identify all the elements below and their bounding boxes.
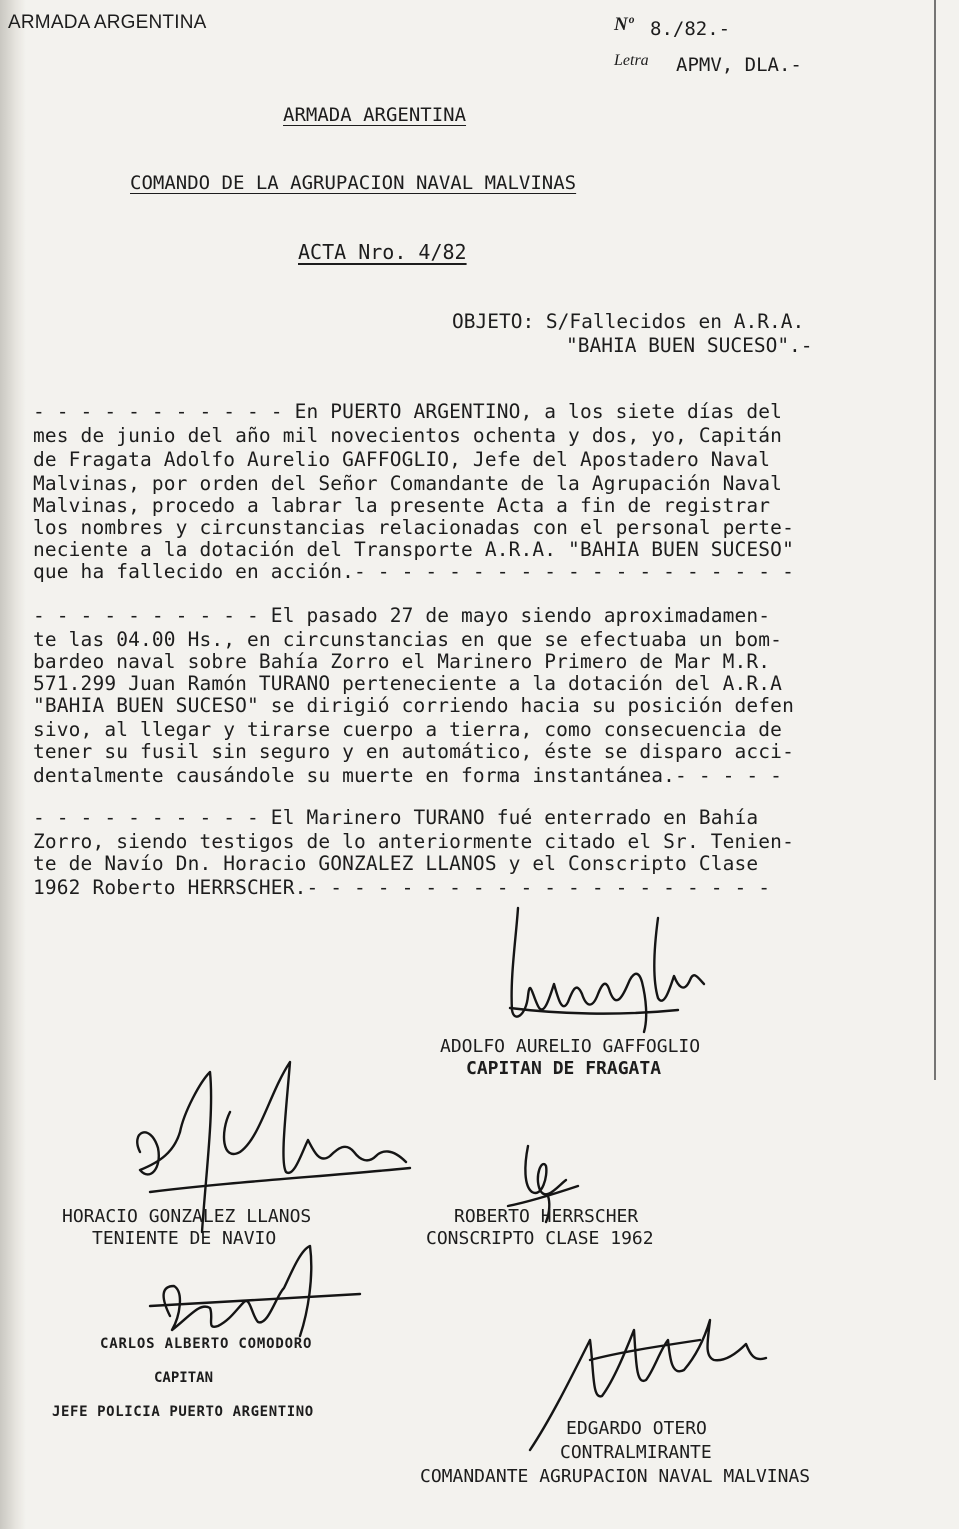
paragraph-line: te de Navío Dn. Horacio GONZALEZ LLANOS y el Conscripto Clase xyxy=(33,852,759,875)
paragraph-line: 571.299 Juan Ramón TURANO perteneciente a la dotación del A.R.A xyxy=(33,672,783,695)
paragraph-line: "BAHIA BUEN SUCESO" se dirigió corriendo hacia su posición defen xyxy=(33,694,794,717)
document-number: 8./82.- xyxy=(650,18,731,40)
paragraph-line: que ha fallecido en acción.- - - - - - - - - - - - - - - - - - - xyxy=(33,560,794,583)
gaffoglio-rank: CAPITAN DE FRAGATA xyxy=(466,1058,662,1079)
paragraph-line: de Fragata Adolfo Aurelio GAFFOGLIO, Jefe del Apostadero Naval xyxy=(33,448,771,471)
paragraph-line: mes de junio del año mil novecientos ochenta y dos, yo, Capitán xyxy=(33,424,783,447)
herrscher-rank: CONSCRIPTO CLASE 1962 xyxy=(426,1228,654,1249)
otero-position: COMANDANTE AGRUPACION NAVAL MALVINAS xyxy=(420,1466,811,1487)
comodoro-name: CARLOS ALBERTO COMODORO xyxy=(100,1336,313,1352)
paragraph-line: los nombres y circunstancias relacionadas con el personal perte- xyxy=(33,516,794,539)
heading-armada: ARMADA ARGENTINA xyxy=(283,104,467,126)
heading-comando: COMANDO DE LA AGRUPACION NAVAL MALVINAS xyxy=(130,172,577,194)
otero-name: EDGARDO OTERO xyxy=(566,1418,707,1439)
acta-title: ACTA Nro. 4/82 xyxy=(298,240,467,264)
paragraph-line: - - - - - - - - - - El pasado 27 de mayo siendo aproximadamen- xyxy=(33,604,771,627)
herrscher-name: ROBERTO HERRSCHER xyxy=(454,1206,639,1227)
paragraph-line: 1962 Roberto HERRSCHER.- - - - - - - - - - - - - - - - - - - - xyxy=(33,876,771,899)
signature-comodoro xyxy=(140,1236,370,1346)
paragraph-line: bardeo naval sobre Bahía Zorro el Marinero Primero de Mar M.R. xyxy=(33,650,771,673)
gonzalez-rank: TENIENTE DE NAVIO xyxy=(92,1228,277,1249)
paragraph-line: sivo, al llegar y tirarse cuerpo a tierra, como consecuencia de xyxy=(33,718,783,741)
gonzalez-name: HORACIO GONZALEZ LLANOS xyxy=(62,1206,312,1227)
otero-rank: CONTRALMIRANTE xyxy=(560,1442,712,1463)
paragraph-line: Malvinas, por orden del Señor Comandante de la Agrupación Naval xyxy=(33,472,783,495)
paragraph-line: Malvinas, procedo a labrar la presente Acta a fin de registrar xyxy=(33,494,771,517)
comodoro-position: JEFE POLICIA PUERTO ARGENTINO xyxy=(52,1404,314,1420)
paragraph-line: neciente a la dotación del Transporte A.R.A. "BAHIA BUEN SUCESO" xyxy=(33,538,794,561)
paragraph-line: tener su fusil sin seguro y en automático, éste se disparo acci- xyxy=(33,740,794,763)
number-label: Nº xyxy=(614,14,634,35)
margin-rule xyxy=(934,0,936,1080)
paragraph-line: - - - - - - - - - - - En PUERTO ARGENTINO, a los siete días del xyxy=(33,400,783,423)
scan-edge xyxy=(0,0,26,1529)
signature-gaffoglio xyxy=(498,898,728,1038)
letra-label: Letra xyxy=(614,52,649,69)
paragraph-line: Zorro, siendo testigos de lo anteriormente citado el Sr. Tenien- xyxy=(33,830,794,853)
paragraph-line: - - - - - - - - - - El Marinero TURANO fué enterrado en Bahía xyxy=(33,806,759,829)
objeto-line-2: "BAHIA BUEN SUCESO".- xyxy=(566,334,813,357)
comodoro-rank: CAPITAN xyxy=(154,1370,214,1386)
paragraph-line: te las 04.00 Hs., en circunstancias en que se efectuaba un bom- xyxy=(33,628,783,651)
paragraph-line: dentalmente causándole su muerte en forma instantánea.- - - - - xyxy=(33,764,783,787)
objeto-line-1: OBJETO: S/Fallecidos en A.R.A. xyxy=(452,310,805,333)
gaffoglio-name: ADOLFO AURELIO GAFFOGLIO xyxy=(440,1036,701,1057)
letra-value: APMV, DLA.- xyxy=(676,54,802,76)
printed-letterhead: ARMADA ARGENTINA xyxy=(8,12,207,33)
